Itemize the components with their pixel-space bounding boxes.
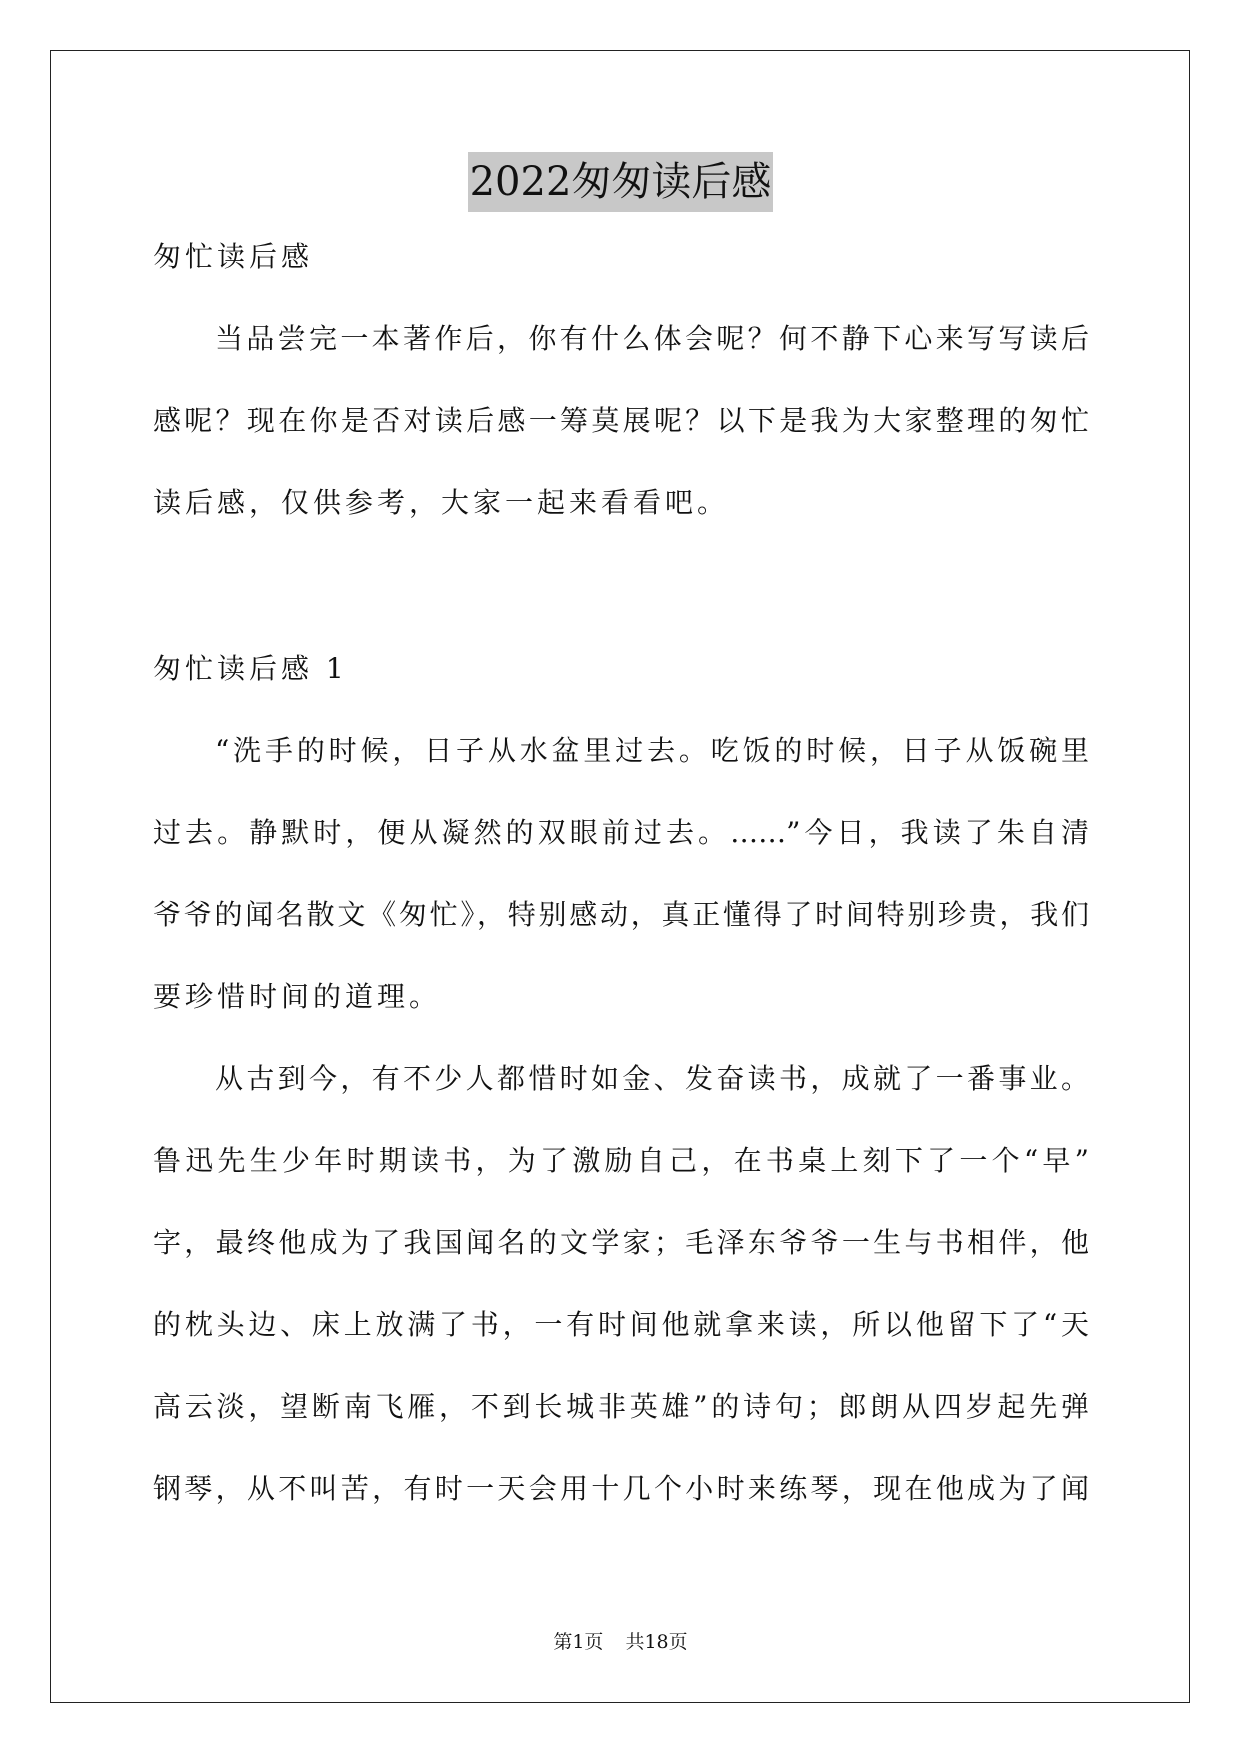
page-number: 第1页 — [553, 1631, 604, 1653]
para1-line: 爷爷的闻名散文《匆忙》，特别感动，真正懂得了时间特别珍贵，我们 — [153, 898, 1089, 931]
para2-line: 鲁迅先生少年时期读书，为了激励自己，在书桌上刻下了一个“早” — [153, 1144, 1089, 1177]
para2-line: 钢琴，从不叫苦，有时一天会用十几个小时来练琴，现在他成为了闻 — [153, 1472, 1089, 1505]
para2-line: 高云淡，望断南飞雁，不到长城非英雄”的诗句；郎朗从四岁起先弹 — [153, 1390, 1089, 1423]
page-total: 共18页 — [625, 1631, 688, 1653]
section-gap — [153, 561, 1089, 645]
para1-line: 过去。静默时，便从凝然的双眼前过去。……”今日，我读了朱自清 — [153, 816, 1089, 849]
intro-line: 感呢？现在你是否对读后感一筹莫展呢？以下是我为大家整理的匆忙 — [153, 404, 1089, 437]
para1-line: “洗手的时候，日子从水盆里过去。吃饭的时候，日子从饭碗里 — [215, 734, 1089, 767]
document-title: 2022匆匆读后感 — [468, 152, 774, 212]
para2-line: 的枕头边、床上放满了书，一有时间他就拿来读，所以他留下了“天 — [153, 1308, 1089, 1341]
title-container — [0, 152, 1241, 212]
para2-line: 字，最终他成为了我国闻名的文学家；毛泽东爷爷一生与书相伴，他 — [153, 1226, 1089, 1259]
essay1-heading: 匆忙读后感 1 — [153, 652, 348, 685]
document-body — [153, 233, 1089, 1547]
intro-line: 当品尝完一本著作后，你有什么体会呢？何不静下心来写写读后 — [215, 322, 1089, 355]
para1-line: 要珍惜时间的道理。 — [153, 980, 442, 1013]
page-footer — [0, 1627, 1241, 1654]
para2-line: 从古到今，有不少人都惜时如金、发奋读书，成就了一番事业。 — [215, 1062, 1089, 1095]
intro-line: 读后感，仅供参考，大家一起来看看吧。 — [153, 486, 730, 519]
intro-heading: 匆忙读后感 — [153, 240, 314, 273]
